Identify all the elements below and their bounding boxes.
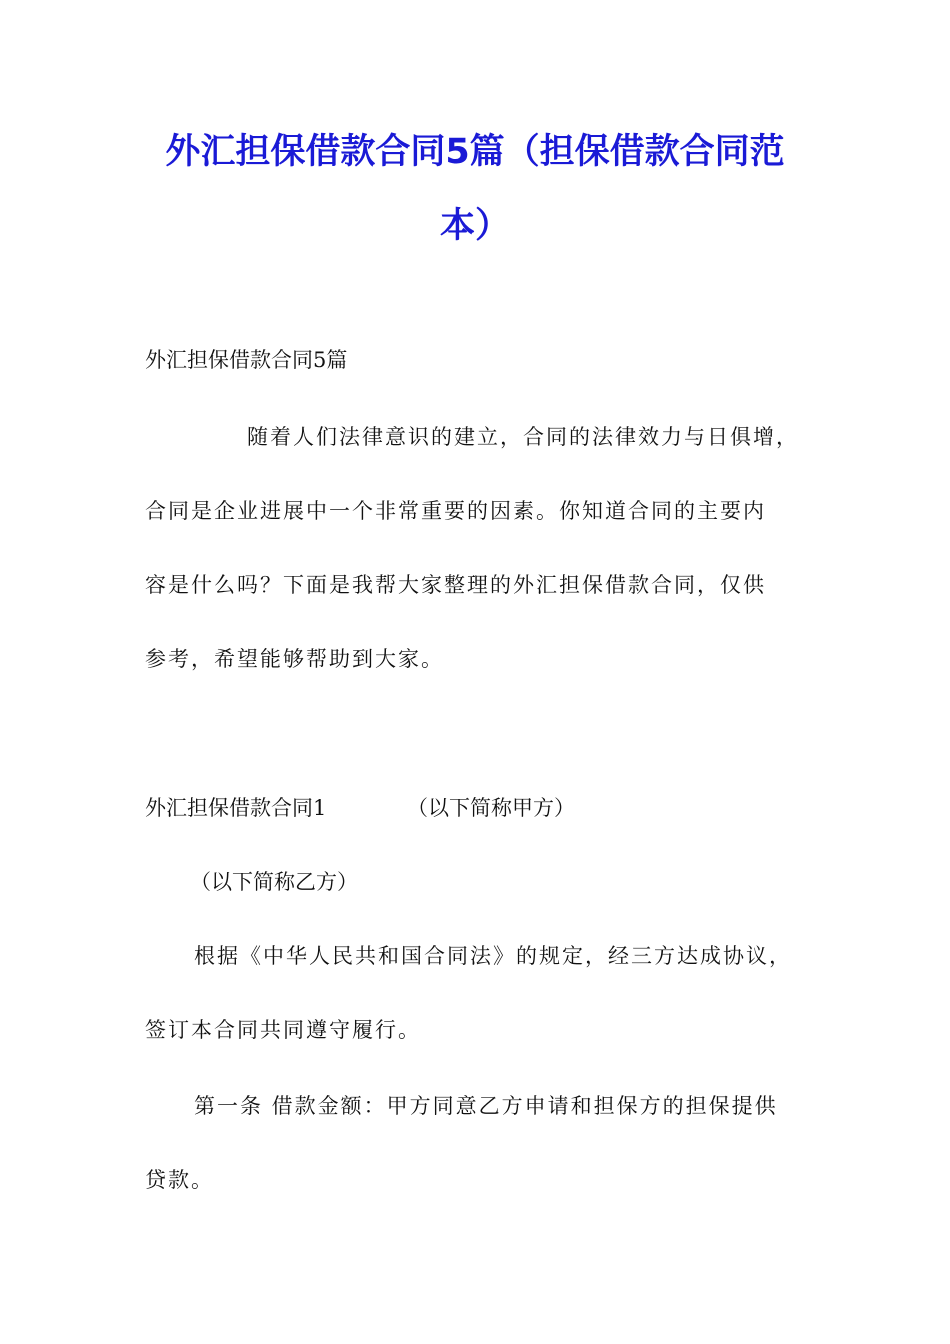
paragraph-line: 随着人们法律意识的建立，合同的法律效力与日俱增， bbox=[247, 425, 799, 449]
party-b-note: （以下简称乙方） bbox=[190, 870, 358, 894]
party-a-note: （以下简称甲方） bbox=[407, 796, 575, 820]
paragraph-line: 签订本合同共同遵守履行。 bbox=[145, 1018, 421, 1042]
article-line: 第一条 借款金额：甲方同意乙方申请和担保方的担保提供 bbox=[194, 1094, 778, 1118]
paragraph-line: 根据《中华人民共和国合同法》的规定，经三方达成协议， bbox=[194, 944, 792, 968]
paragraph-line: 容是什么吗？下面是我帮大家整理的外汇担保借款合同，仅供 bbox=[145, 573, 766, 597]
document-title-line-1: 外汇担保借款合同5篇（担保借款合同范 bbox=[165, 132, 785, 172]
contract-heading: 外汇担保借款合同1 bbox=[145, 796, 327, 820]
paragraph-line: 参考，希望能够帮助到大家。 bbox=[145, 647, 444, 671]
paragraph-line: 合同是企业进展中一个非常重要的因素。你知道合同的主要内 bbox=[145, 499, 766, 523]
document-title-line-2: 本） bbox=[439, 206, 510, 246]
section-heading: 外汇担保借款合同5篇 bbox=[145, 348, 348, 372]
article-line: 贷款。 bbox=[145, 1168, 214, 1192]
